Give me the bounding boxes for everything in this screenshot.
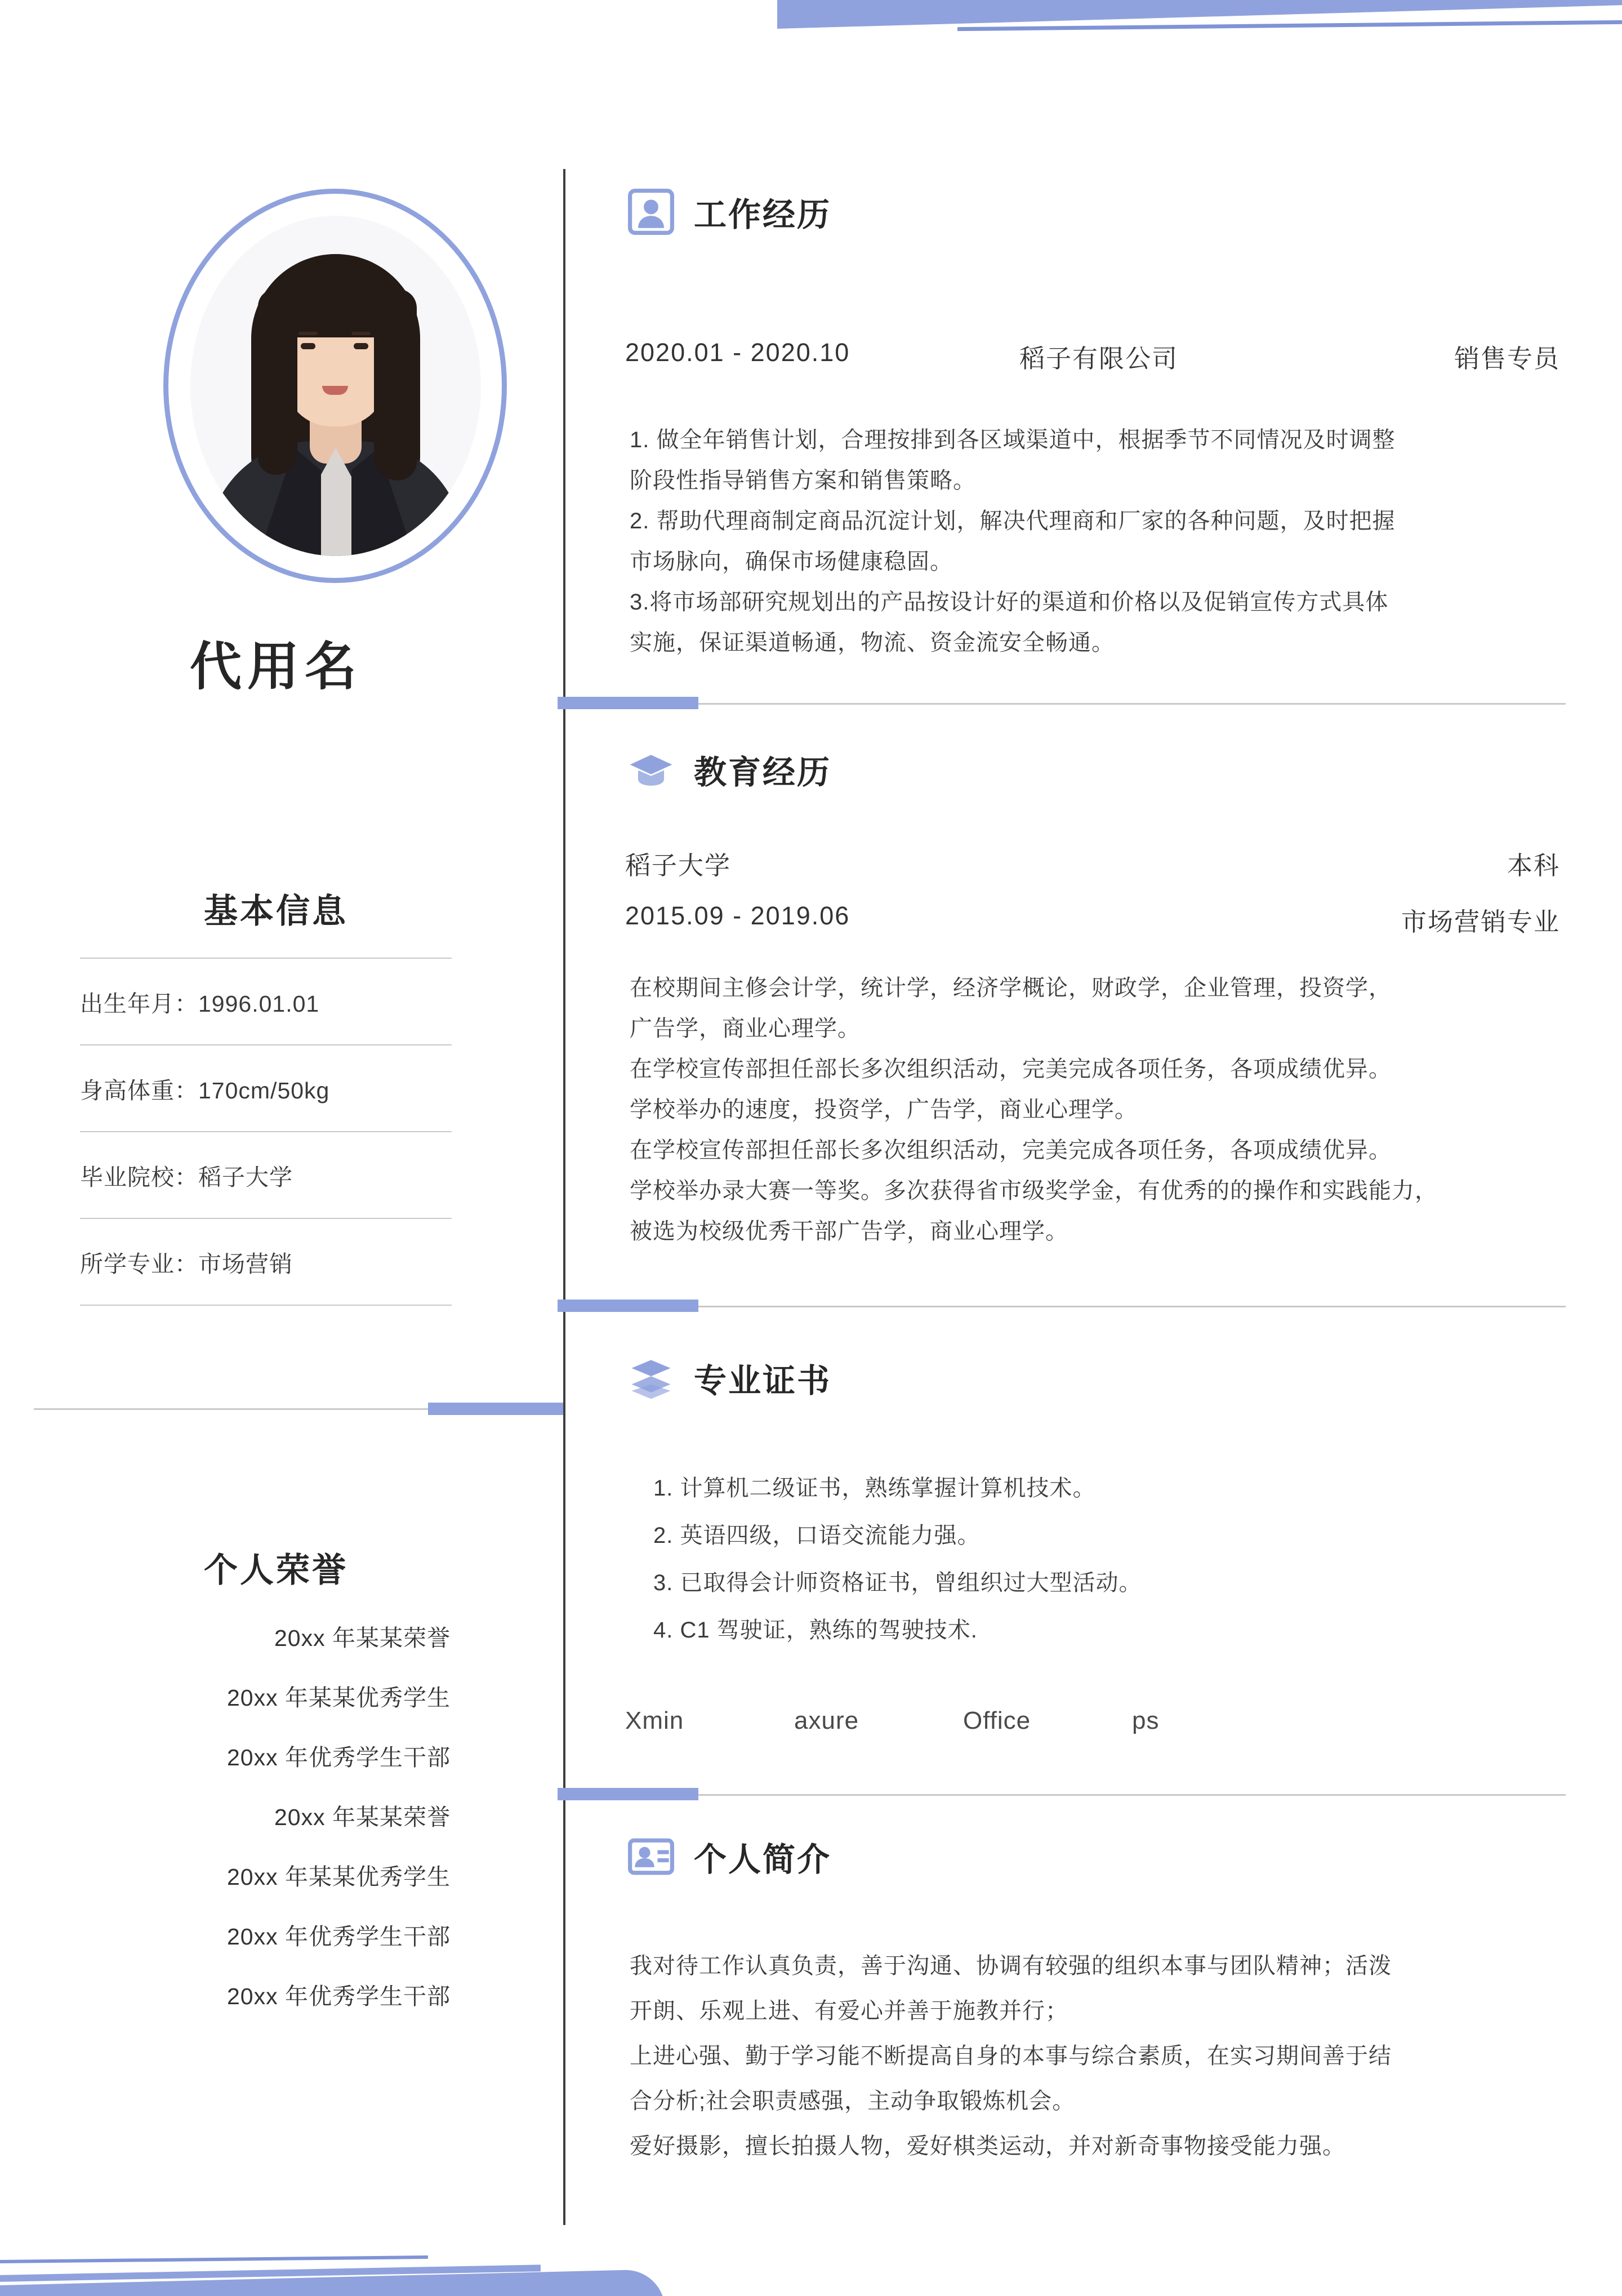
list-item: 身高体重：170cm/50kg (80, 1045, 452, 1132)
list-item: 20xx 年某某优秀学生 (227, 1864, 451, 1890)
certificates-section-header (625, 1352, 831, 1404)
list-item: 20xx 年某某荣誉 (274, 1804, 451, 1830)
list-item: 出生年月：1996.01.01 (80, 958, 452, 1045)
education-degree: 本科 (1507, 851, 1560, 880)
skill-item: Office (963, 1707, 1031, 1734)
work-details (630, 420, 1565, 663)
honors-rule (34, 1408, 451, 1410)
education-detail-line: 被选为校级优秀干部广告学，商业心理学。 (630, 1219, 1068, 1244)
work-detail-line: 1. 做全年销售计划，合理按排到各区域渠道中，根据季节不同情况及时调整 (630, 428, 1396, 452)
education-details (630, 968, 1576, 1252)
intro-line: 爱好摄影，擅长拍摄人物，爱好棋类运动，并对新奇事物接受能力强。 (630, 2134, 1345, 2159)
list-item: 所学专业：市场营销 (80, 1219, 452, 1306)
education-detail-line: 在学校宣传部担任部长多次组织活动，完美完成各项任务，各项成绩优异。 (630, 1057, 1392, 1082)
education-detail-line: 在校期间主修会计学，统计学，经济学概论，财政学，企业管理，投资学， (630, 976, 1392, 1000)
list-item: 20xx 年某某优秀学生 (227, 1685, 451, 1711)
left-column (0, 0, 563, 2296)
skill-item: axure (794, 1707, 859, 1734)
education-section-header (625, 744, 831, 795)
list-item: 20xx 年某某荣誉 (274, 1625, 451, 1651)
list-item: 2. 英语四级，口语交流能力强。 (653, 1523, 981, 1548)
honors-list (0, 1608, 451, 2026)
list-item: 毕业院校：稻子大学 (80, 1132, 452, 1219)
skill-item: ps (1132, 1707, 1160, 1734)
list-item: 4. C1 驾驶证，熟练的驾驶技术. (653, 1618, 978, 1643)
education-detail-line: 广告学，商业心理学。 (630, 1016, 861, 1041)
honors-rule-accent (428, 1403, 563, 1415)
intro-line: 我对待工作认真负责，善于沟通、协调有较强的组织本事与团队精神；活泼 (630, 1954, 1392, 1978)
skills-row (625, 1707, 1301, 1735)
education-detail-line: 在学校宣传部担任部长多次组织活动，完美完成各项任务，各项成绩优异。 (630, 1138, 1392, 1163)
work-company: 稻子有限公司 (1019, 344, 1179, 373)
basic-info-title: 基本信息 (204, 892, 348, 930)
education-date: 2015.09 - 2019.06 (625, 901, 850, 930)
user-icon (625, 186, 677, 238)
work-position: 销售专员 (1454, 344, 1560, 373)
certificates-list (653, 1465, 1577, 1654)
stack-icon (625, 1352, 677, 1404)
intro-body (630, 1943, 1576, 2169)
education-detail-line: 学校举办录大赛一等奖。多次获得省市级奖学金，有优秀的的操作和实践能力， (630, 1178, 1438, 1203)
work-section-rule (620, 703, 1566, 705)
avatar-ring (163, 189, 507, 583)
work-detail-line: 2. 帮助代理商制定商品沉淀计划，解决代理商和厂家的各种问题，及时把握 (630, 509, 1396, 533)
intro-line: 合分析;社会职责感强，主动争取锻炼机会。 (630, 2089, 1076, 2113)
basic-info-list (80, 958, 452, 1306)
education-section-title: 教育经历 (694, 754, 832, 791)
education-school-row (625, 845, 1560, 882)
right-column (563, 0, 1622, 2296)
certificates-section-title: 专业证书 (694, 1363, 832, 1399)
list-item: 20xx 年优秀学生干部 (227, 1924, 451, 1950)
work-section-header (625, 186, 831, 238)
honors-title: 个人荣誉 (204, 1551, 348, 1589)
education-date-row (625, 901, 1560, 938)
work-detail-line: 实施，保证渠道畅通，物流、资金流安全畅通。 (630, 630, 1115, 655)
work-section-title: 工作经历 (694, 197, 832, 233)
list-item: 20xx 年优秀学生干部 (227, 1745, 451, 1770)
work-detail-line: 市场脉向，确保市场健康稳固。 (630, 549, 953, 574)
education-school: 稻子大学 (625, 851, 732, 880)
work-detail-line: 阶段性指导销售方案和销售策略。 (630, 468, 976, 493)
intro-line: 上进心强、勤于学习能不断提高自身的本事与综合素质，在实习期间善于结 (630, 2044, 1392, 2068)
education-section-rule (620, 1306, 1566, 1307)
profile-card-icon (625, 1831, 677, 1883)
education-major: 市场营销专业 (1401, 907, 1560, 936)
work-date: 2020.01 - 2020.10 (625, 338, 850, 367)
education-detail-line: 学校举办的速度，投资学，广告学，商业心理学。 (630, 1097, 1138, 1122)
page-title: 代用名 (189, 638, 362, 696)
intro-section-header (625, 1831, 831, 1883)
skill-item: Xmin (625, 1707, 684, 1734)
intro-section-title: 个人简介 (694, 1841, 832, 1878)
list-item: 20xx 年优秀学生干部 (227, 1983, 451, 2009)
list-item: 3. 已取得会计师资格证书，曾组织过大型活动。 (653, 1570, 1142, 1595)
intro-line: 开朗、乐观上进、有爱心并善于施教并行； (630, 1999, 1068, 2023)
work-detail-line: 3.将市场部研究规划出的产品按设计好的渠道和价格以及促销宣传方式具体 (630, 590, 1389, 615)
certificates-section-rule (620, 1794, 1566, 1796)
work-entry-header (625, 338, 1560, 375)
list-item: 1. 计算机二级证书，熟练掌握计算机技术。 (653, 1476, 1096, 1501)
avatar (163, 189, 513, 583)
graduation-cap-icon (625, 744, 677, 795)
